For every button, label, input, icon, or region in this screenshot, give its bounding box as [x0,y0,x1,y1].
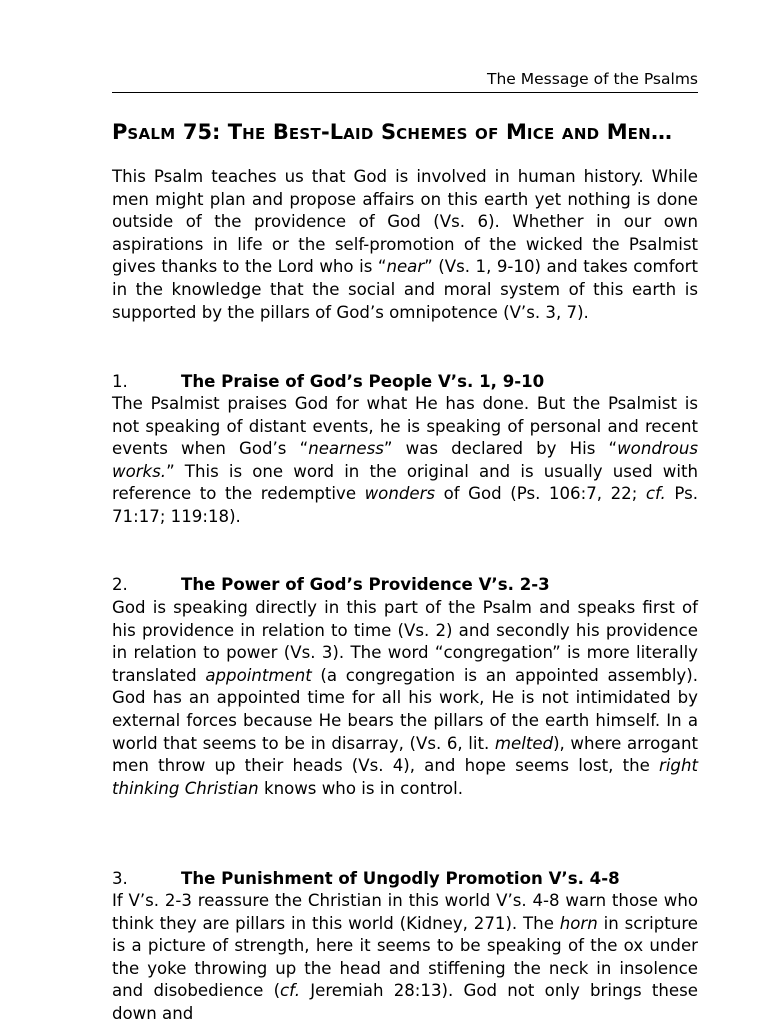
section-heading-2: 2. The Power of God’s Providence V’s. 2-3 [112,575,550,594]
section-heading-1: 1. The Praise of God’s People V’s. 1, 9-10 [112,372,545,391]
page-title: PSALM 75: THE BEST-LAID SCHEMES OF MICE AND MEN… [112,120,673,144]
running-header: The Message of the Psalms [112,68,698,93]
section-paragraph-1: The Psalmist praises God for what He has done. But the Psalmist is not speaking of distant events, he is speaking of personal and recent events when God’s “nearness” was declared by His “wondrous works.” This is one word in the original and is usually used with reference to the redemptive wonders of God (Ps. 106:7, 22; cf. Ps. 71:17; 119:18). [112,394,699,526]
section-heading-3: 3. The Punishment of Ungodly Promotion V’s. 4-8 [112,869,620,888]
section-paragraph-2: God is speaking directly in this part of the Psalm and speaks first of his providence in relation to time (Vs. 2) and secondly his providence in relation to power (Vs. 3). The word “congregation” is more literally translated appointment (a congregation is an appointed assembly). God has an appointed time for all his work, He is not intimidated by external forces because He bears the pillars of the earth himself. In a world that seems to be in disarray, (Vs. 6, lit. melted), where arrogant men throw up their heads (Vs. 4), and hope seems lost, the right thinking Christian knows who is in control. [112,598,699,798]
section-paragraph-3: If V’s. 2-3 reassure the Christian in this world V’s. 4-8 warn those who think they are pillars in this world (Kidney, 271). The horn in scripture is a picture of strength, here it seems to be speaking of the ox under the yoke throwing up the head and stiffening the neck in insolence and disobedience (cf. Jeremiah 28:13). God not only brings these down and [112,891,698,1023]
intro-paragraph: This Psalm teaches us that God is involved in human history. While men might plan and propose affairs on this earth yet nothing is done outside of the providence of God (Vs. 6). Whether in our own aspirations in life or the self-promotion of the wicked the Psalmist gives thanks to the Lord who is “near” (Vs. 1, 9-10) and takes comfort in the knowledge that the social and moral system of this earth is supported by the pillars of God’s omnipotence (V’s. 3, 7). [112,167,699,322]
